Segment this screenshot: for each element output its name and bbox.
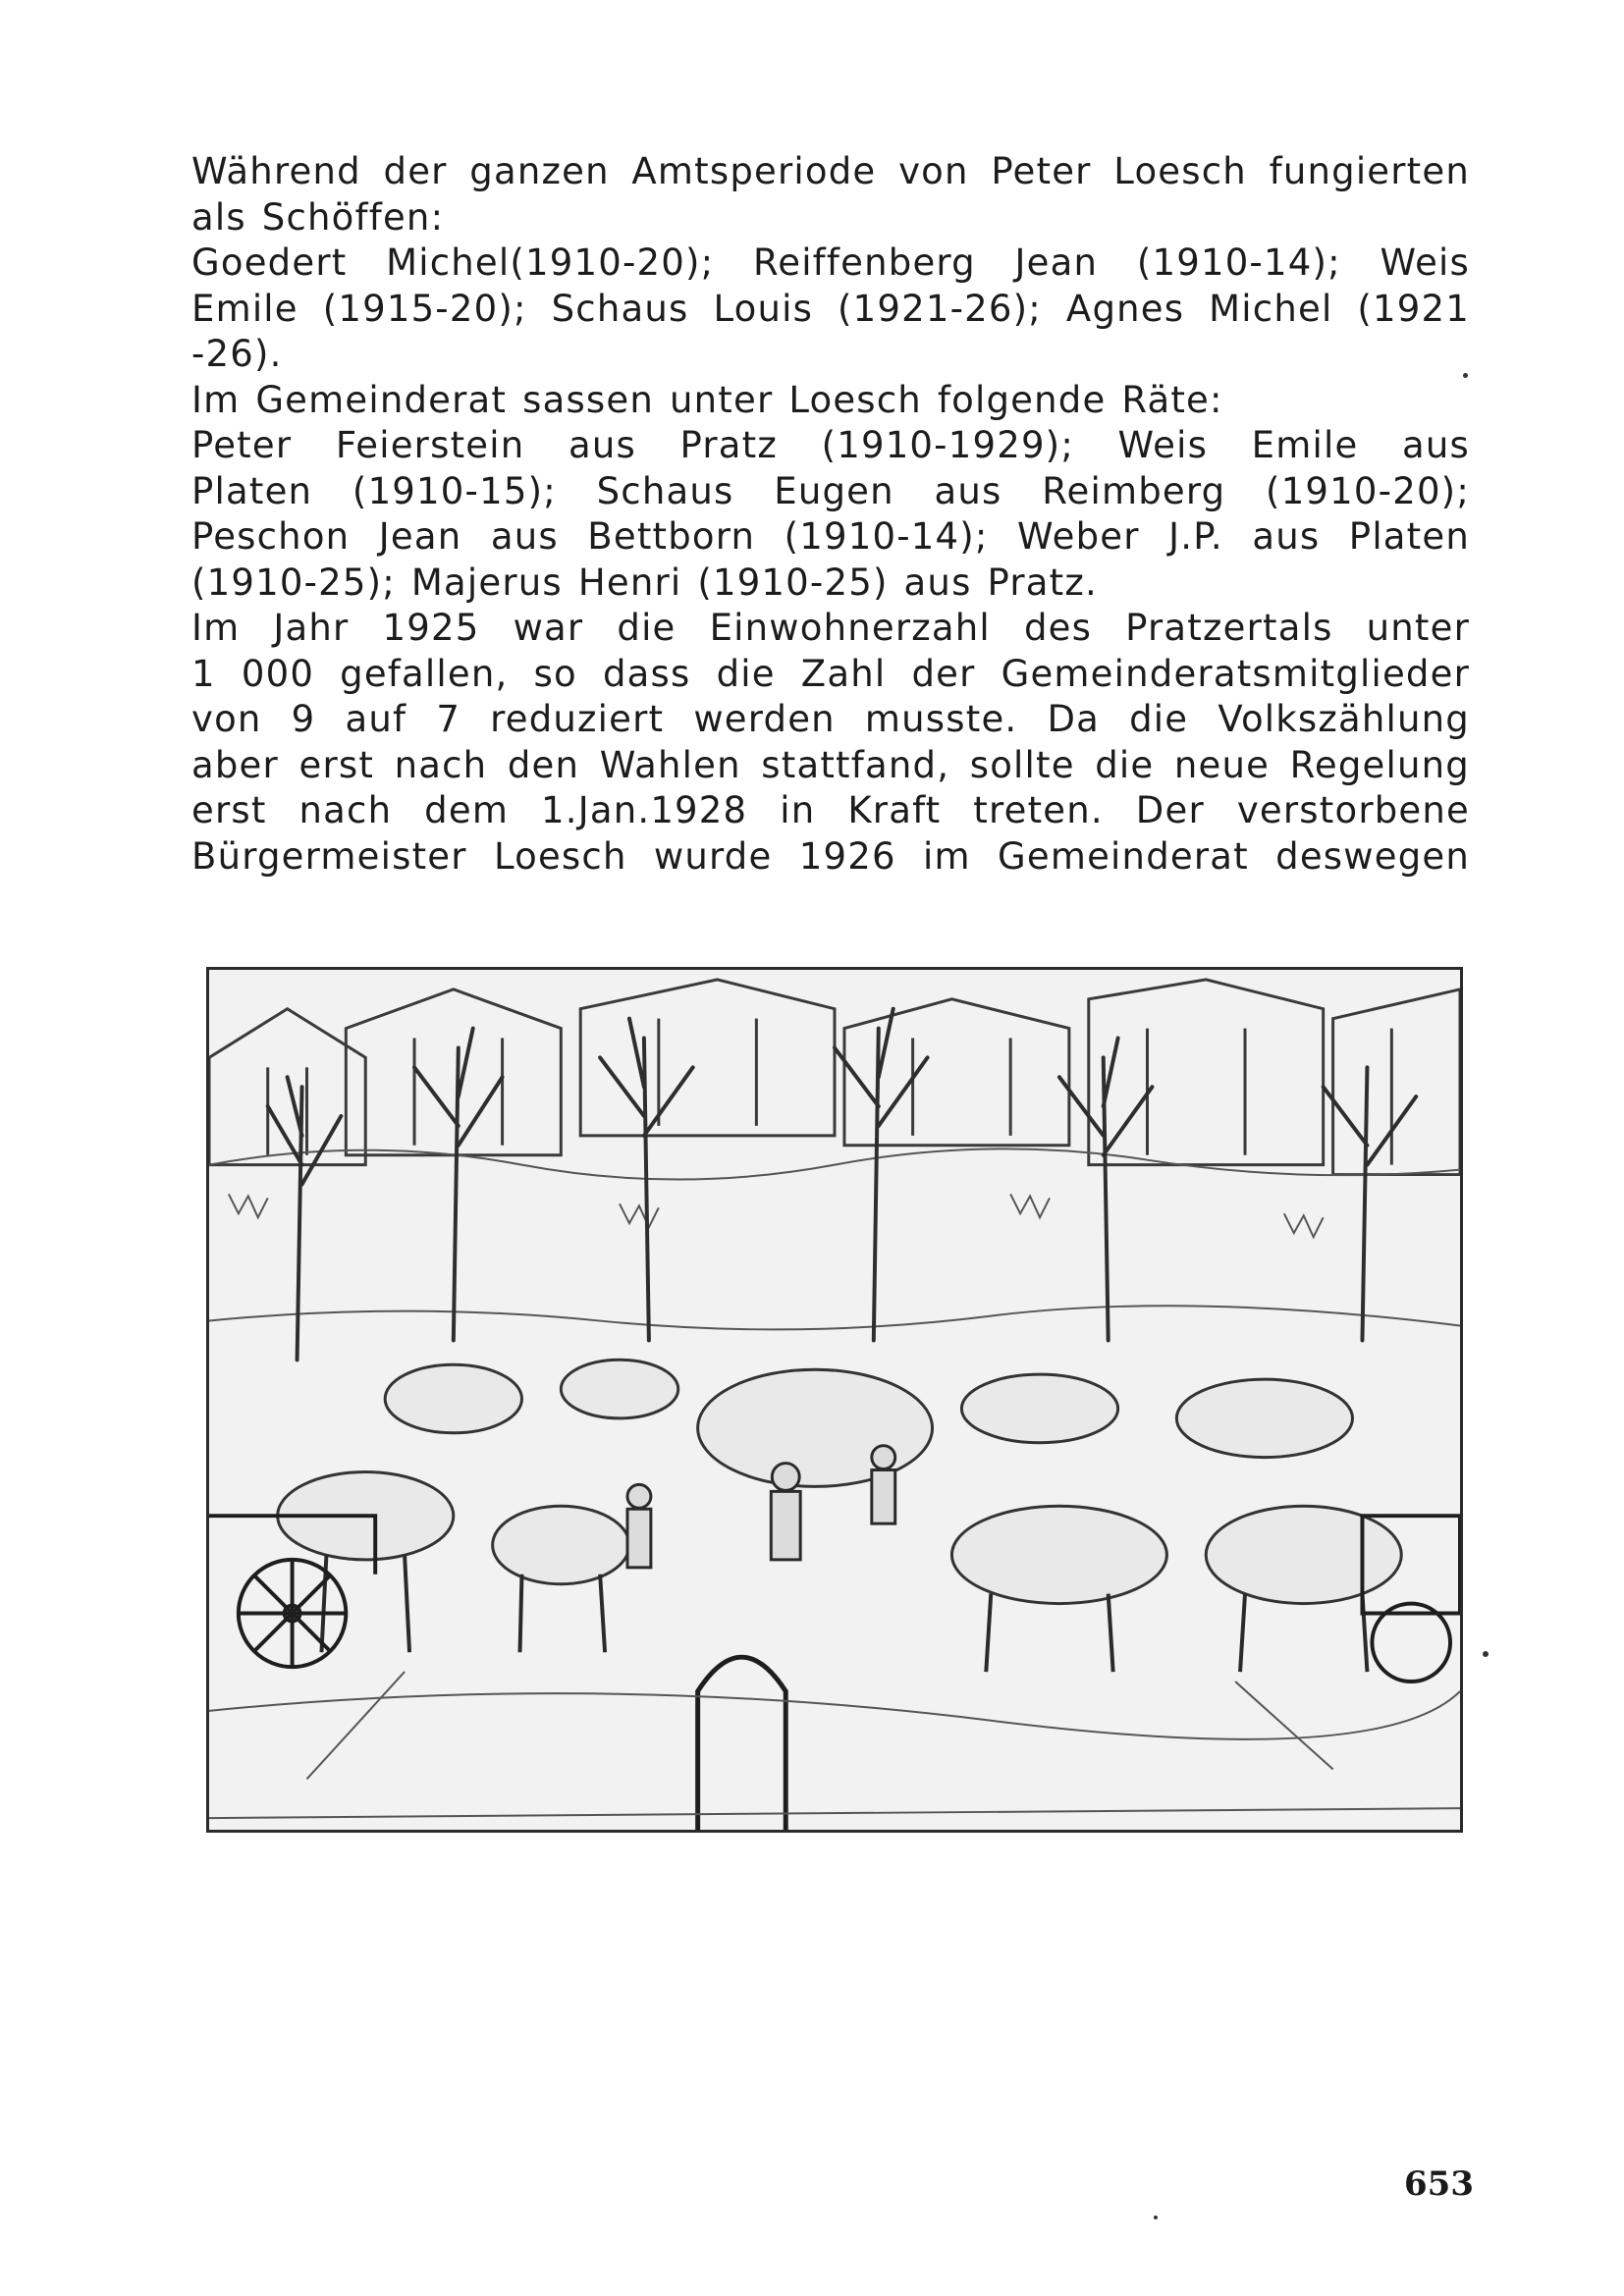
text-line: 1 000 gefallen, so dass die Zahl der Gemeinderatsmitglieder: [191, 652, 1470, 695]
paragraph-schoeffen: [191, 149, 1470, 378]
page-number: 653: [1404, 2164, 1474, 2204]
text-line: Während der ganzen Amtsperiode von Peter Loesch fungierten: [191, 150, 1470, 192]
body-text: [191, 149, 1470, 880]
paragraph-einwohnerzahl: [191, 606, 1470, 880]
text-line: Peter Feierstein aus Pratz (1910-1929); Weis Emile aus: [191, 424, 1470, 466]
text-line: von 9 auf 7 reduziert werden musste. Da die Volkszählung: [191, 698, 1470, 740]
text-line: Im Gemeinderat sassen unter Loesch folgende Räte:: [191, 378, 1223, 421]
text-line: Platen (1910-15); Schaus Eugen aus Reimberg (1910-20);: [191, 469, 1470, 512]
paragraph-raete: [191, 378, 1470, 607]
text-line: erst nach dem 1.Jan.1928 in Kraft treten. Der verstorbene: [191, 789, 1470, 831]
text-line: Bürgermeister Loesch wurde 1926 im Gemeinderat deswegen: [191, 834, 1470, 878]
historic-photo: [206, 967, 1463, 1833]
print-speck: [1154, 2216, 1158, 2219]
photo-illustration: [209, 970, 1460, 1830]
text-line: Emile (1915-20); Schaus Louis (1921-26); Agnes Michel (1921: [191, 287, 1470, 330]
text-line: aber erst nach den Wahlen stattfand, sollte die neue Regelung: [191, 743, 1470, 786]
text-line: Peschon Jean aus Bettborn (1910-14); Weber J.P. aus Platen: [191, 515, 1470, 558]
text-line: -26).: [191, 333, 283, 375]
text-line: als Schöffen:: [191, 195, 445, 239]
print-speck: [1483, 1651, 1489, 1657]
text-line: Goedert Michel(1910-20); Reiffenberg Jean (1910-14); Weis: [191, 241, 1470, 284]
print-speck: [1463, 373, 1468, 378]
text-line: Im Jahr 1925 war die Einwohnerzahl des Pratzertals unter: [191, 607, 1470, 649]
text-line: (1910-25); Majerus Henri (1910-25) aus Pratz.: [191, 561, 1098, 604]
